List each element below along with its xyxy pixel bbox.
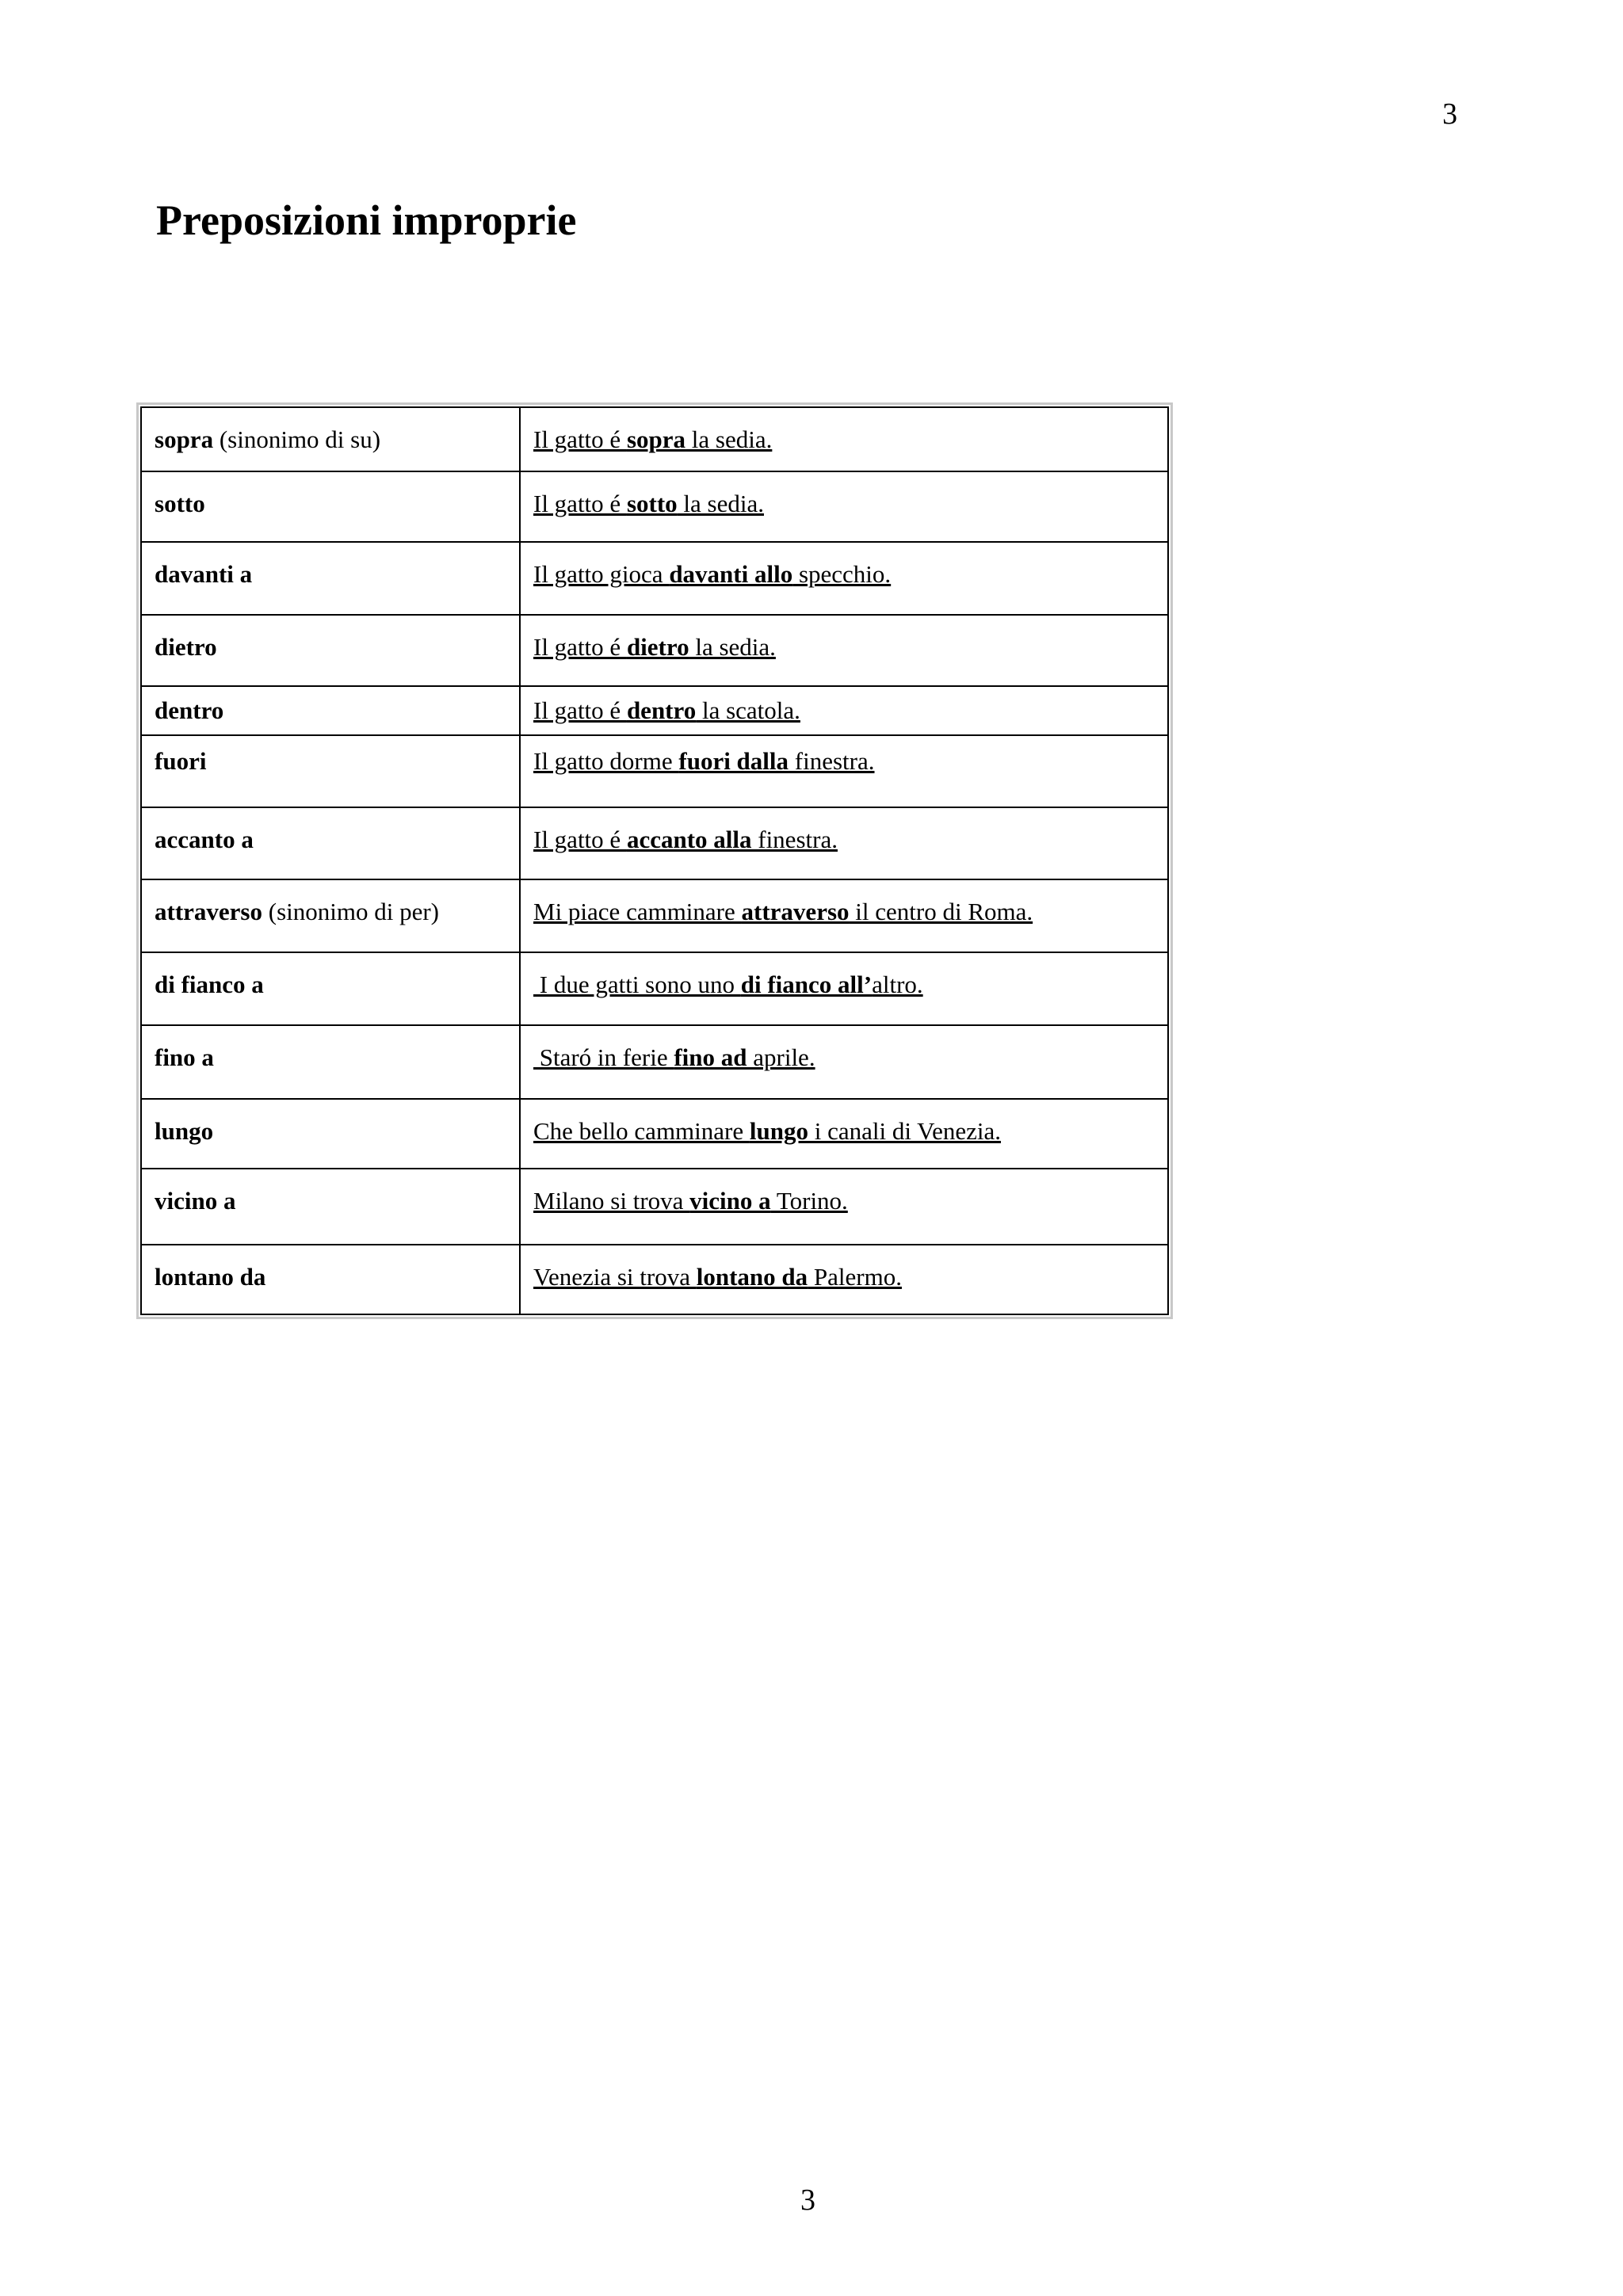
preposition-cell (141, 807, 520, 879)
preposition-cell (141, 1169, 520, 1245)
preposition-term: davanti a (155, 560, 253, 588)
example-text-post: finestra. (789, 747, 875, 775)
preposition-cell (141, 879, 520, 952)
preposition-term: di fianco a (155, 971, 264, 998)
preposition-cell (141, 542, 520, 615)
preposition-cell (141, 615, 520, 686)
example-text-bold: dietro (626, 633, 689, 661)
example-text-pre: Il gatto é (533, 696, 627, 724)
example-text-bold: lungo (749, 1117, 808, 1145)
example-cell (520, 1025, 1168, 1099)
preposition-cell (141, 1245, 520, 1314)
preposition-cell (141, 407, 520, 471)
table-row (141, 1245, 1168, 1314)
example-text-pre: Il gatto é (533, 490, 627, 517)
preposition-term: dietro (155, 633, 217, 661)
example-text-pre: Mi piace camminare (533, 898, 742, 925)
example-text-pre: Il gatto é (533, 633, 627, 661)
example-cell (520, 686, 1168, 735)
page-number-bottom: 3 (800, 2183, 815, 2217)
preposition-term: accanto a (155, 826, 254, 853)
table-row (141, 735, 1168, 807)
example-cell (520, 615, 1168, 686)
example-text-post: specchio. (792, 560, 892, 588)
example-text-post: Palermo. (808, 1263, 902, 1291)
example-text-bold: fino ad (674, 1043, 747, 1071)
example-text-pre: Staró in ferie (533, 1043, 674, 1071)
example-text-pre: Il gatto gioca (533, 560, 670, 588)
example-text-post: la sedia. (677, 490, 764, 517)
preposition-term: sopra (155, 425, 214, 453)
preposition-note: (sinonimo di per) (262, 898, 439, 925)
example-text-pre: Milano si trova (533, 1187, 690, 1215)
preposition-cell (141, 952, 520, 1025)
example-cell (520, 735, 1168, 807)
example-text-bold: lontano da (696, 1263, 808, 1291)
example-text-bold: attraverso (741, 898, 850, 925)
prepositions-table-frame (136, 402, 1173, 1319)
preposition-term: sotto (155, 490, 205, 517)
table-row (141, 1169, 1168, 1245)
preposition-cell (141, 735, 520, 807)
example-cell (520, 471, 1168, 542)
example-text-bold: vicino a (689, 1187, 771, 1215)
example-text-post: Torino. (770, 1187, 848, 1215)
table-row (141, 1099, 1168, 1169)
preposition-term: fuori (155, 747, 207, 775)
table-row (141, 952, 1168, 1025)
example-cell (520, 952, 1168, 1025)
example-text-post: la scatola. (696, 696, 800, 724)
example-text-pre: I due gatti sono uno (533, 971, 741, 998)
example-text-post: il centro di Roma. (849, 898, 1033, 925)
example-text-pre: Il gatto é (533, 826, 627, 853)
example-text-bold: dentro (626, 696, 697, 724)
example-cell (520, 407, 1168, 471)
table-row (141, 686, 1168, 735)
preposition-cell (141, 1025, 520, 1099)
example-text-post: finestra. (751, 826, 838, 853)
table-row (141, 615, 1168, 686)
table-row (141, 1025, 1168, 1099)
example-text-pre: Il gatto dorme (533, 747, 679, 775)
example-text-bold: accanto alla (626, 826, 752, 853)
example-text-post: altro. (872, 971, 923, 998)
preposition-term: attraverso (155, 898, 262, 925)
example-text-pre: Venezia si trova (533, 1263, 697, 1291)
example-text-post: aprile. (747, 1043, 815, 1071)
example-text-bold: davanti allo (669, 560, 793, 588)
example-cell (520, 1169, 1168, 1245)
preposition-term: lontano da (155, 1263, 266, 1291)
example-text-bold: sopra (626, 425, 686, 453)
example-cell (520, 1245, 1168, 1314)
example-text-pre: Il gatto é (533, 425, 627, 453)
example-cell (520, 1099, 1168, 1169)
example-text-post: la sedia. (689, 633, 776, 661)
preposition-term: dentro (155, 696, 224, 724)
preposition-term: lungo (155, 1117, 214, 1145)
page-number-top: 3 (1442, 97, 1457, 131)
preposition-term: fino a (155, 1043, 214, 1071)
preposition-cell (141, 686, 520, 735)
example-cell (520, 879, 1168, 952)
preposition-cell (141, 471, 520, 542)
example-text-post: i canali di Venezia. (808, 1117, 1002, 1145)
example-cell (520, 807, 1168, 879)
table-row (141, 807, 1168, 879)
preposition-cell (141, 1099, 520, 1169)
page-title: Preposizioni improprie (156, 196, 577, 244)
table-row (141, 879, 1168, 952)
example-text-bold: di fianco all’ (740, 971, 873, 998)
table-row (141, 542, 1168, 615)
example-text-post: la sedia. (685, 425, 773, 453)
example-cell (520, 542, 1168, 615)
example-text-bold: sotto (626, 490, 678, 517)
table-row (141, 407, 1168, 471)
prepositions-table (140, 406, 1169, 1315)
preposition-note: (sinonimo di su) (213, 425, 381, 453)
example-text-bold: fuori dalla (678, 747, 789, 775)
table-row (141, 471, 1168, 542)
preposition-term: vicino a (155, 1187, 236, 1215)
example-text-pre: Che bello camminare (533, 1117, 750, 1145)
